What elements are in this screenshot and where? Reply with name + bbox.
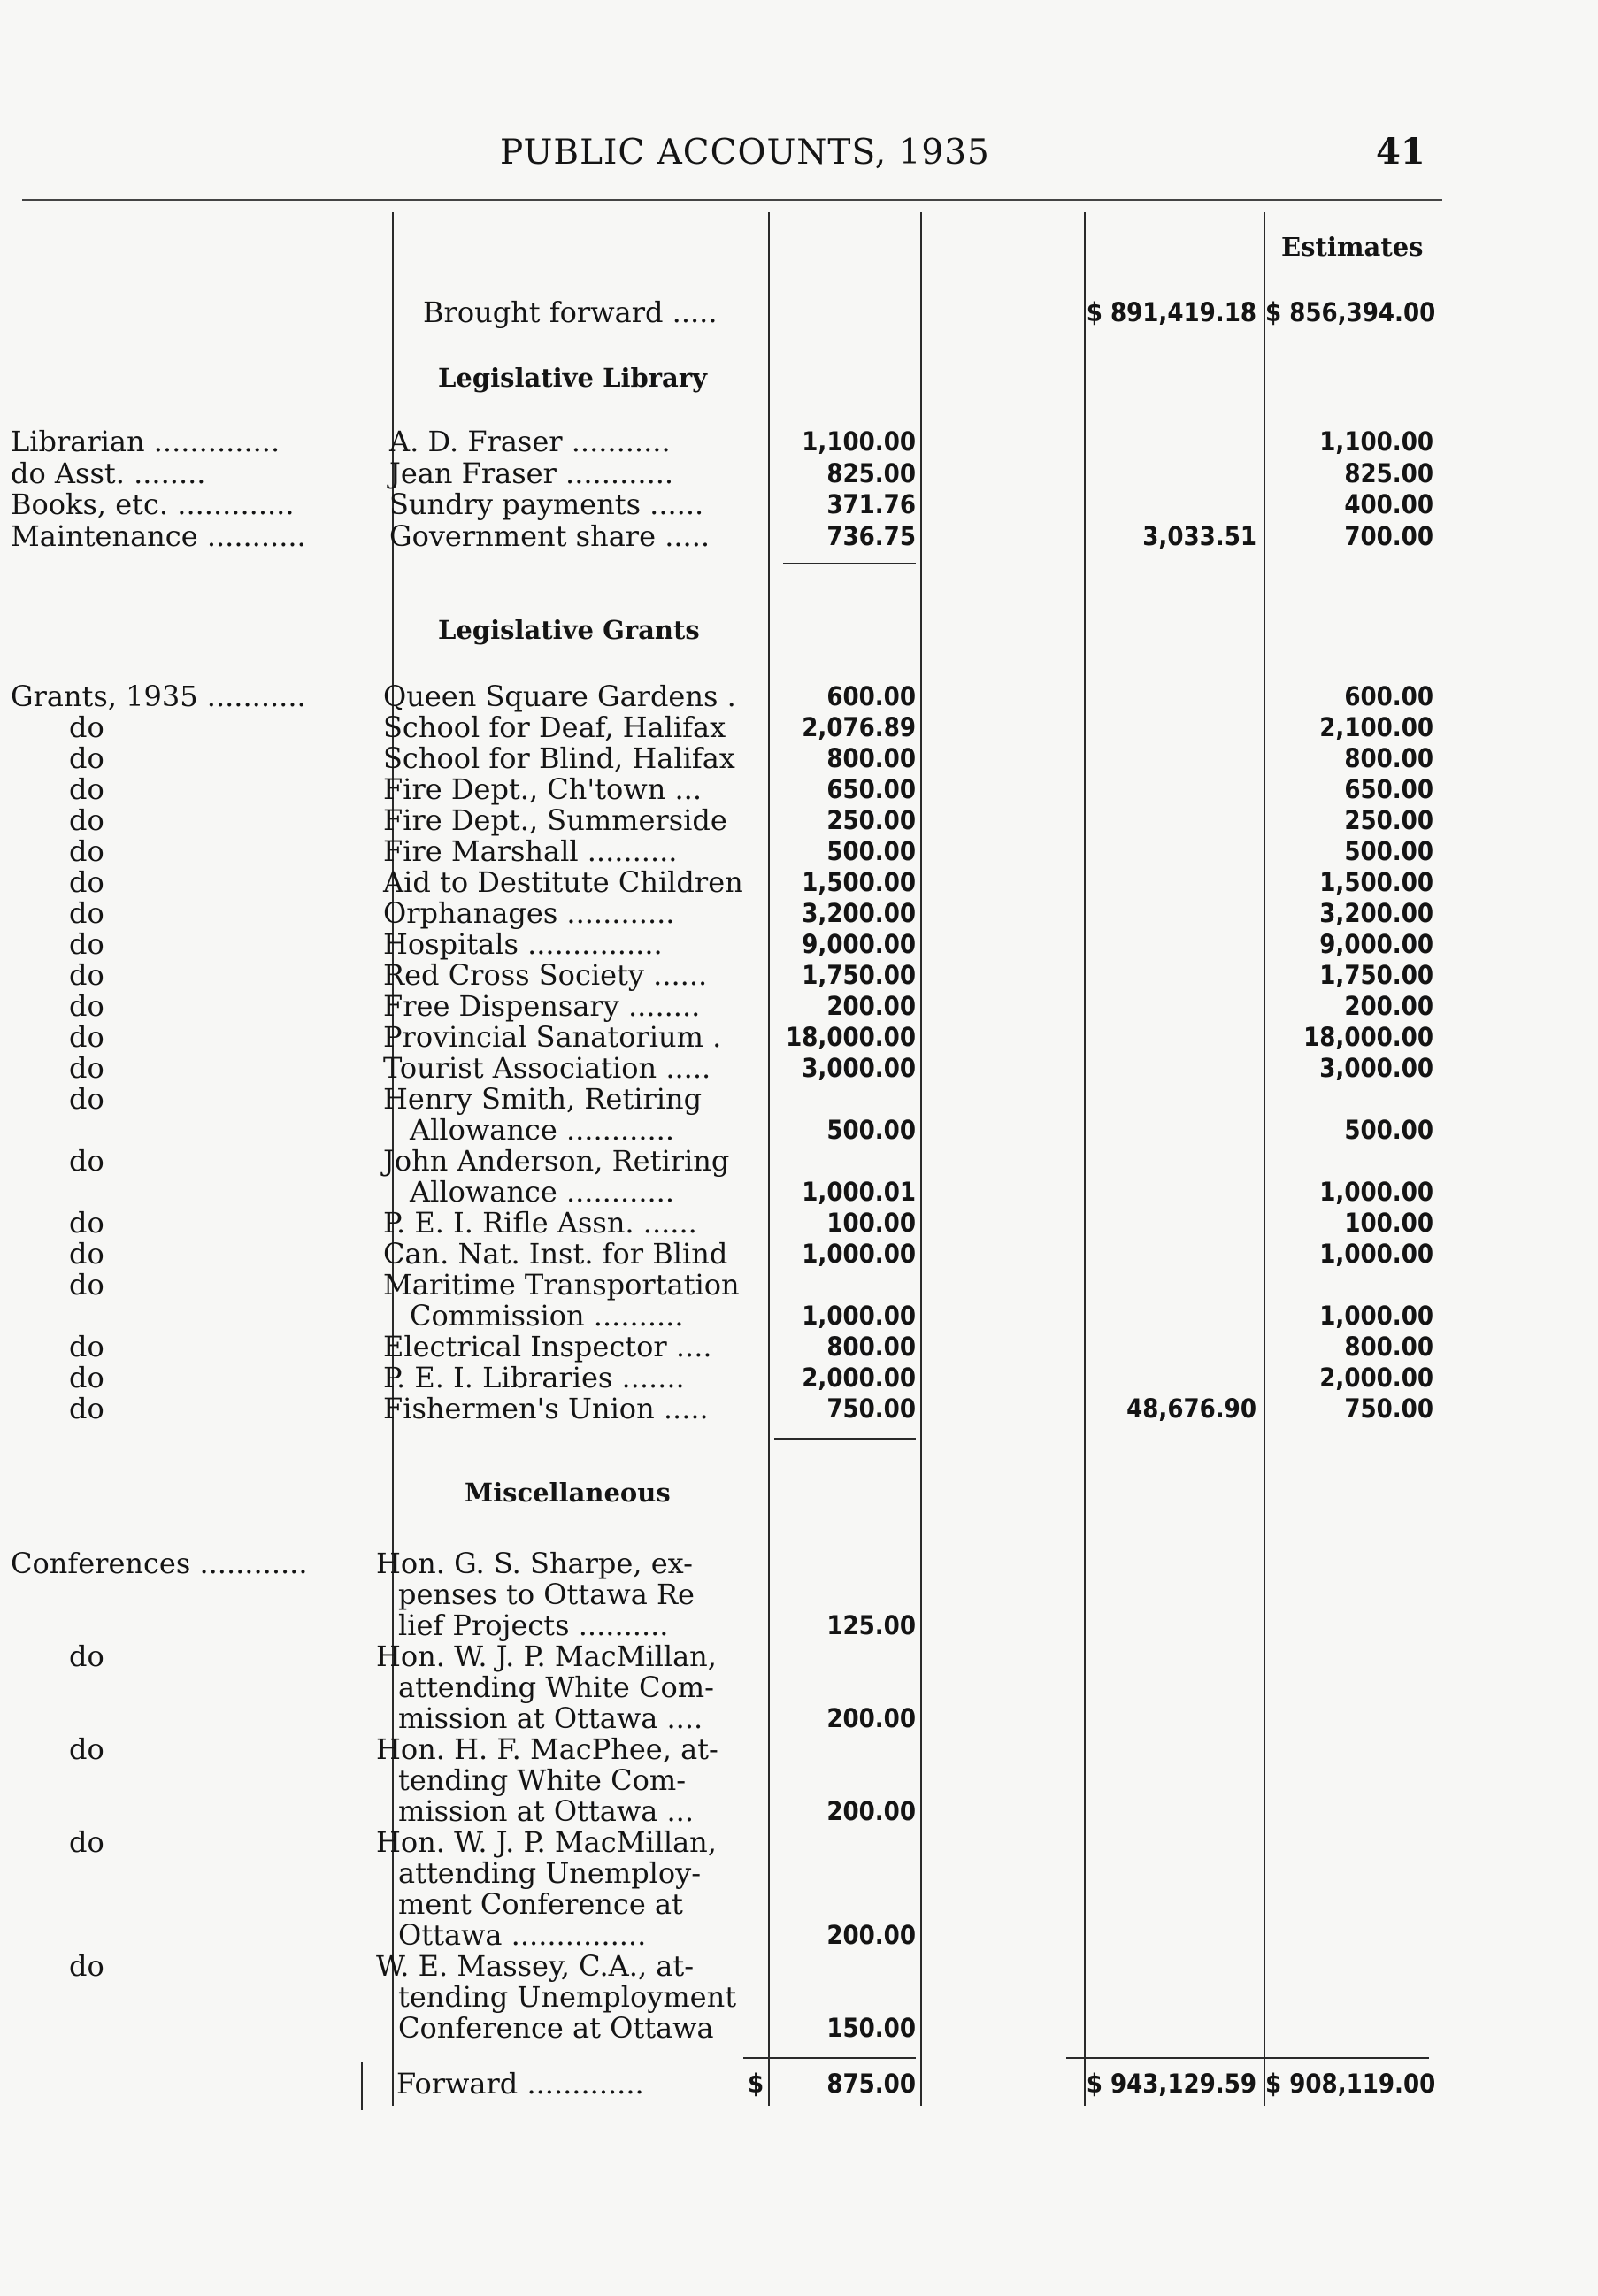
amount-cell: 3,000.00 xyxy=(802,1053,916,1083)
estimate-cell: 500.00 xyxy=(1344,836,1433,866)
service-label: do xyxy=(69,1268,104,1302)
amount-cell: 650.00 xyxy=(826,774,916,804)
service-label: do xyxy=(69,772,104,806)
estimate-cell: 700.00 xyxy=(1344,521,1433,551)
estimate-cell: 800.00 xyxy=(1344,1332,1433,1362)
subtotal-rule xyxy=(783,563,916,564)
payee-continuation: Commission .......... xyxy=(410,1299,684,1332)
payee-line: W. E. Massey, C.A., at- xyxy=(376,1949,695,1983)
estimate-cell: 1,000.00 xyxy=(1319,1239,1433,1269)
service-label: Librarian .............. xyxy=(11,425,280,458)
estimate-cell: 800.00 xyxy=(1344,743,1433,773)
estimate-cell: 1,500.00 xyxy=(1319,867,1433,897)
amount-cell: 200.00 xyxy=(826,1920,916,1950)
estimate-cell: 1,100.00 xyxy=(1319,426,1433,457)
section-heading: Miscellaneous xyxy=(465,1478,671,1508)
column-rule xyxy=(361,2062,363,2110)
amount-cell: 1,000.00 xyxy=(802,1239,916,1269)
payee-label: Fire Dept., Summerside xyxy=(383,803,727,837)
amount-cell: 100.00 xyxy=(826,1208,916,1238)
payee-label: Tourist Association ..... xyxy=(383,1051,711,1085)
service-label: do xyxy=(69,1330,104,1363)
estimate-cell: 2,000.00 xyxy=(1319,1363,1433,1393)
service-label: do xyxy=(69,1051,104,1085)
payee-line: mission at Ottawa ... xyxy=(398,1794,694,1828)
brought-forward-estimate: $ 856,394.00 xyxy=(1265,297,1436,327)
column-rule xyxy=(1084,212,1086,2106)
payee-label: Queen Square Gardens . xyxy=(383,680,736,713)
payee-line: Ottawa ............... xyxy=(398,1918,647,1952)
service-label: do xyxy=(69,803,104,837)
estimate-cell: 1,000.00 xyxy=(1319,1301,1433,1331)
forward-dollar: $ xyxy=(748,2069,764,2099)
payee-label: Can. Nat. Inst. for Blind xyxy=(383,1237,728,1271)
payee-label: P. E. I. Libraries ....... xyxy=(383,1361,685,1394)
service-label: do xyxy=(69,1392,104,1425)
service-label: Conferences ............ xyxy=(11,1547,308,1580)
estimate-cell: 9,000.00 xyxy=(1319,929,1433,959)
payee-label: Free Dispensary ........ xyxy=(383,989,701,1023)
estimate-cell: 750.00 xyxy=(1344,1394,1433,1424)
page-number: 41 xyxy=(1376,131,1425,173)
service-label: do xyxy=(69,1361,104,1394)
payee-line: tending White Com- xyxy=(398,1763,686,1797)
forward-label: Forward ............. xyxy=(396,2067,644,2100)
service-label: do xyxy=(69,865,104,899)
payee-label: Red Cross Society ...... xyxy=(383,958,708,992)
service-label: do xyxy=(69,958,104,992)
amount-cell: 750.00 xyxy=(826,1394,916,1424)
payee-label: School for Blind, Halifax xyxy=(383,741,735,775)
estimate-cell: 650.00 xyxy=(1344,774,1433,804)
amount-cell: 18,000.00 xyxy=(786,1022,916,1052)
service-label: do xyxy=(69,1732,104,1766)
amount-cell: 200.00 xyxy=(826,1703,916,1733)
amount-cell: 125.00 xyxy=(826,1610,916,1640)
section-heading: Legislative Library xyxy=(438,363,707,393)
payee-label: Jean Fraser ............ xyxy=(389,457,674,490)
amount-cell: 200.00 xyxy=(826,1796,916,1826)
payee-label: A. D. Fraser ........... xyxy=(389,425,671,458)
estimate-cell: 3,000.00 xyxy=(1319,1053,1433,1083)
estimate-cell: 200.00 xyxy=(1344,991,1433,1021)
service-label: do xyxy=(69,1206,104,1240)
page-title: PUBLIC ACCOUNTS, 1935 xyxy=(500,133,990,173)
payee-label: Fire Dept., Ch'town ... xyxy=(383,772,702,806)
service-label: do xyxy=(69,1237,104,1271)
section-heading: Legislative Grants xyxy=(438,615,700,645)
payee-label: P. E. I. Rifle Assn. ...... xyxy=(383,1206,697,1240)
service-label: do xyxy=(69,1144,104,1178)
service-label: Books, etc. ............. xyxy=(11,488,295,521)
estimate-cell: 600.00 xyxy=(1344,681,1433,711)
amount-cell: 800.00 xyxy=(826,1332,916,1362)
payee-label: School for Deaf, Halifax xyxy=(383,710,726,744)
service-label: Grants, 1935 ........... xyxy=(11,680,306,713)
amount-cell: 600.00 xyxy=(826,681,916,711)
payee-line: attending White Com- xyxy=(398,1670,714,1704)
payee-label: Government share ..... xyxy=(389,519,711,553)
estimate-cell: 250.00 xyxy=(1344,805,1433,835)
column-rule xyxy=(920,212,922,2106)
payee-line: ment Conference at xyxy=(398,1887,683,1921)
service-label: do xyxy=(69,1082,104,1116)
estimate-cell: 400.00 xyxy=(1344,489,1433,519)
service-label: do xyxy=(69,989,104,1023)
amount-cell: 2,076.89 xyxy=(802,712,916,742)
service-label: do xyxy=(69,1020,104,1054)
amount-cell: 500.00 xyxy=(826,836,916,866)
section-total: 3,033.51 xyxy=(1142,521,1256,551)
payee-line: Hon. W. J. P. MacMillan, xyxy=(376,1639,717,1673)
payee-label: Fire Marshall .......... xyxy=(383,834,678,868)
payee-label: Fishermen's Union ..... xyxy=(383,1392,709,1425)
payee-continuation: Allowance ............ xyxy=(410,1113,675,1147)
payee-label: Hospitals ............... xyxy=(383,927,663,961)
brought-forward-total: $ 891,419.18 xyxy=(1086,297,1256,327)
amount-cell: 150.00 xyxy=(826,2013,916,2043)
payee-label: Henry Smith, Retiring xyxy=(383,1082,703,1116)
estimates-heading: Estimates xyxy=(1281,232,1424,262)
total-rule xyxy=(743,2057,916,2059)
amount-cell: 1,750.00 xyxy=(802,960,916,990)
service-label: do Asst. ........ xyxy=(11,457,206,490)
payee-line: penses to Ottawa Re xyxy=(398,1578,695,1611)
amount-cell: 1,100.00 xyxy=(802,426,916,457)
payee-label: Aid to Destitute Children xyxy=(383,865,743,899)
brought-forward-label: Brought forward ..... xyxy=(423,296,718,329)
service-label: do xyxy=(69,927,104,961)
payee-label: Orphanages ............ xyxy=(383,896,675,930)
estimate-cell: 2,100.00 xyxy=(1319,712,1433,742)
payee-label: Maritime Transportation xyxy=(383,1268,740,1302)
amount-cell: 250.00 xyxy=(826,805,916,835)
amount-cell: 825.00 xyxy=(826,458,916,488)
section-total: 48,676.90 xyxy=(1126,1394,1256,1424)
amount-cell: 3,200.00 xyxy=(802,898,916,928)
payee-line: Hon. H. F. MacPhee, at- xyxy=(376,1732,718,1766)
service-label: do xyxy=(69,1949,104,1983)
amount-cell: 2,000.00 xyxy=(802,1363,916,1393)
estimate-cell: 18,000.00 xyxy=(1303,1022,1433,1052)
service-label: do xyxy=(69,710,104,744)
payee-label: Sundry payments ...... xyxy=(389,488,704,521)
service-label: do xyxy=(69,896,104,930)
payee-line: attending Unemploy- xyxy=(398,1856,702,1890)
total-rule xyxy=(1066,2057,1429,2059)
payee-label: Provincial Sanatorium . xyxy=(383,1020,722,1054)
header-rule xyxy=(22,199,1442,201)
forward-total: $ 943,129.59 xyxy=(1086,2069,1256,2099)
service-label: do xyxy=(69,1639,104,1673)
payee-line: Conference at Ottawa xyxy=(398,2011,714,2045)
payee-line: Hon. G. S. Sharpe, ex- xyxy=(376,1547,693,1580)
subtotal-rule xyxy=(774,1438,916,1440)
amount-cell: 736.75 xyxy=(826,521,916,551)
forward-amount: 875.00 xyxy=(826,2069,916,2099)
estimate-cell: 825.00 xyxy=(1344,458,1433,488)
payee-label: Electrical Inspector .... xyxy=(383,1330,712,1363)
amount-cell: 800.00 xyxy=(826,743,916,773)
estimate-cell: 1,750.00 xyxy=(1319,960,1433,990)
amount-cell: 371.76 xyxy=(826,489,916,519)
service-label: do xyxy=(69,741,104,775)
amount-cell: 500.00 xyxy=(826,1115,916,1145)
amount-cell: 1,000.00 xyxy=(802,1301,916,1331)
estimate-cell: 500.00 xyxy=(1344,1115,1433,1145)
estimate-cell: 3,200.00 xyxy=(1319,898,1433,928)
payee-line: Hon. W. J. P. MacMillan, xyxy=(376,1825,717,1859)
service-label: do xyxy=(69,834,104,868)
payee-continuation: Allowance ............ xyxy=(410,1175,675,1209)
payee-line: tending Unemployment xyxy=(398,1980,737,2014)
service-label: Maintenance ........... xyxy=(11,519,306,553)
amount-cell: 1,500.00 xyxy=(802,867,916,897)
estimate-cell: 100.00 xyxy=(1344,1208,1433,1238)
forward-estimate: $ 908,119.00 xyxy=(1265,2069,1436,2099)
estimate-cell: 1,000.00 xyxy=(1319,1177,1433,1207)
amount-cell: 1,000.01 xyxy=(802,1177,916,1207)
payee-line: lief Projects .......... xyxy=(398,1609,669,1642)
amount-cell: 200.00 xyxy=(826,991,916,1021)
amount-cell: 9,000.00 xyxy=(802,929,916,959)
payee-label: John Anderson, Retiring xyxy=(383,1144,730,1178)
service-label: do xyxy=(69,1825,104,1859)
payee-line: mission at Ottawa .... xyxy=(398,1701,703,1735)
